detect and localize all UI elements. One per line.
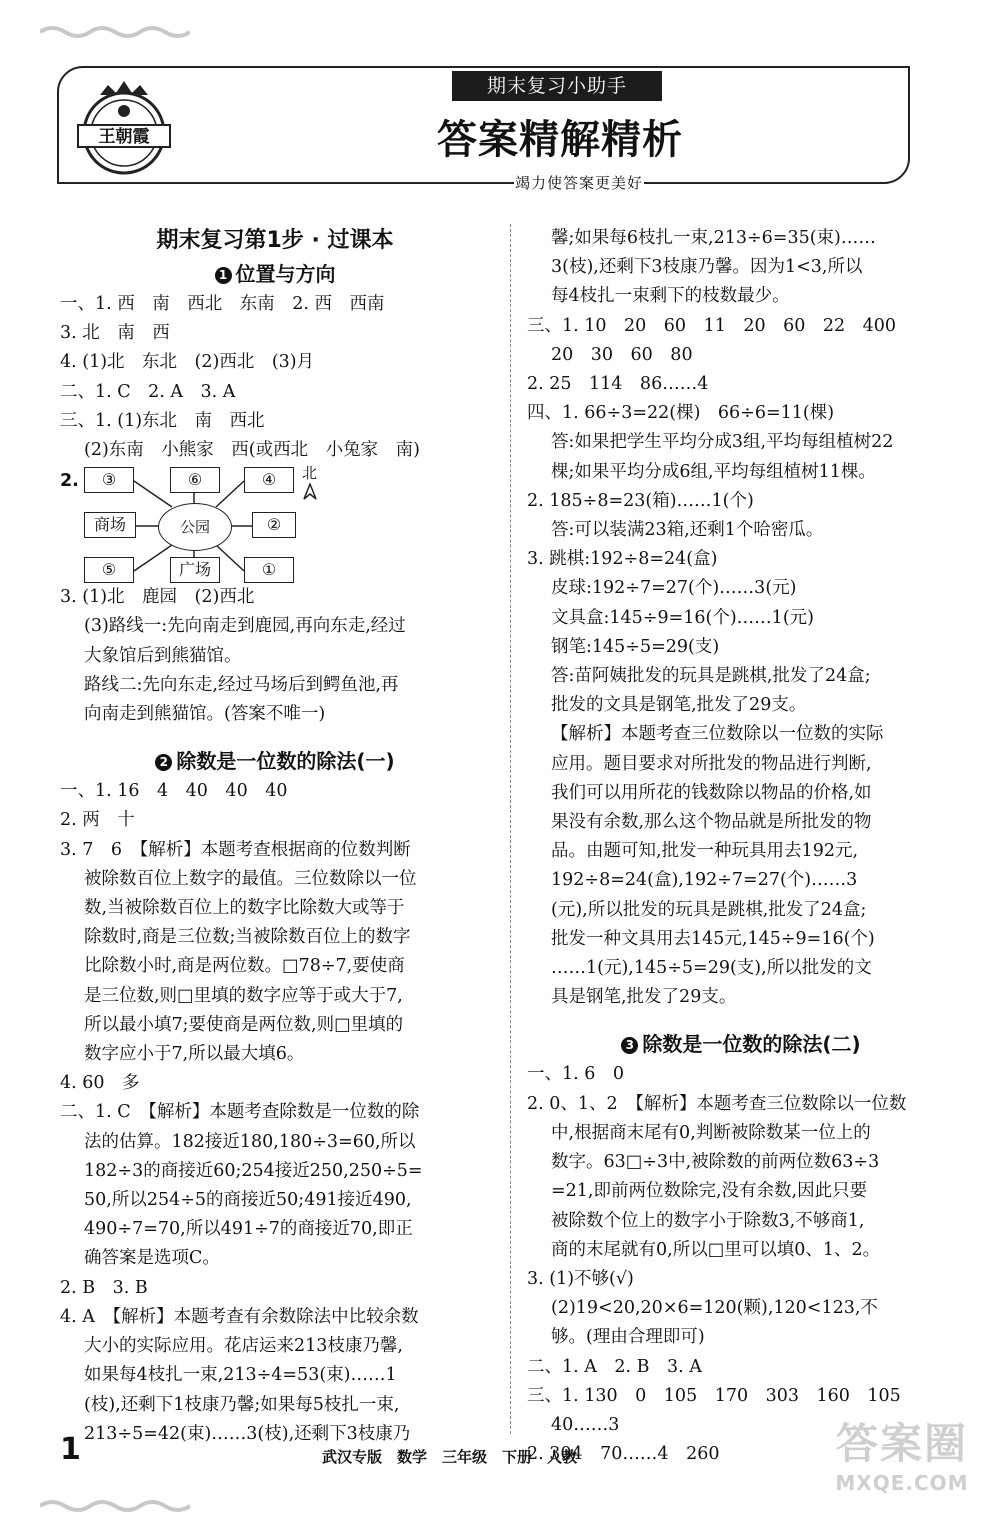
section-title-2 bbox=[60, 745, 490, 777]
section-title-text: 除数是一位数的除法(一) bbox=[176, 749, 395, 774]
answer-line: 所以最小填7;要使商是两位数,则□里填的 bbox=[84, 1014, 404, 1035]
answer-line: 答:可以装满23箱,还剩1个哈密瓜。 bbox=[551, 520, 824, 541]
answer-line: 应用。题目要求对所批发的物品进行判断, bbox=[551, 753, 872, 774]
answer-line: 二、1. C 【解析】本题考查除数是一位数的除 bbox=[60, 1102, 420, 1123]
answer-line: 除数时,商是三位数;当被除数百位上的数字 bbox=[84, 927, 411, 948]
answer-line: 批发一种文具用去145元,145÷9=16(个) bbox=[551, 928, 875, 949]
book-info: 武汉专版 数学 三年级 下册 人教 bbox=[322, 1448, 578, 1466]
answer-line: 钢笔:145÷5=29(支) bbox=[551, 636, 720, 657]
answer-line: 数字。63□÷3中,被除数的前两位数63÷3 bbox=[551, 1152, 880, 1173]
answer-line: 大象馆后到熊猫馆。 bbox=[84, 645, 242, 666]
step-title: 期末复习第1步 · 过课本 bbox=[156, 228, 394, 253]
top-wave-decoration bbox=[40, 22, 190, 42]
answer-line: 路线二:先向东走,经过马场后到鳄鱼池,再 bbox=[84, 674, 399, 695]
answer-line: 一、1. 16 4 40 40 40 bbox=[60, 781, 288, 802]
watermark-text: 答案圈 bbox=[835, 1419, 968, 1468]
answer-line: 4. 60 多 bbox=[60, 1073, 140, 1094]
answer-line: 20 30 60 80 bbox=[551, 344, 693, 365]
answer-line: 213÷5=42(束)……3(枝),还剩下3枝康乃 bbox=[84, 1423, 411, 1444]
answer-line: 被除数百位上数字的最值。三位数除以一位 bbox=[84, 868, 417, 889]
answer-line: 三、1. 10 20 60 11 20 60 22 400 bbox=[527, 315, 897, 336]
page-number: 1 bbox=[60, 1432, 81, 1467]
answer-line: 品。由题可知,批发一种玩具用去192元, bbox=[551, 841, 859, 862]
answer-line: 文具盒:145÷9=16(个)……1(元) bbox=[551, 607, 814, 628]
answer-line: 192÷8=24(盒),192÷7=27(个)……3 bbox=[551, 870, 858, 891]
answer-line: 3. (1)北 鹿园 (2)西北 bbox=[60, 587, 255, 608]
answer-line: (3)路线一:先向南走到鹿园,再向东走,经过 bbox=[84, 616, 406, 637]
answer-line: 三、1. (1)东北 南 西北 bbox=[60, 410, 265, 431]
answer-line: 2. 两 十 bbox=[60, 810, 135, 831]
page-title: 答案精解精析 bbox=[437, 117, 683, 163]
answer-line: 我们可以用所花的钱数除以物品的价格,如 bbox=[551, 782, 872, 803]
section-title-1 bbox=[60, 258, 490, 290]
section-title-3 bbox=[527, 1028, 955, 1060]
answer-line: 是三位数,则□里填的数字应等于或大于7, bbox=[84, 985, 403, 1006]
column-divider bbox=[510, 224, 511, 1434]
answer-line: 3. (1)不够(√) bbox=[527, 1268, 634, 1289]
section-number-2: 2 bbox=[155, 754, 172, 771]
diagram-box: ③ bbox=[84, 467, 134, 493]
left-column bbox=[60, 224, 490, 1449]
answer-line: 棵;如果平均分成6组,平均每组植树11棵。 bbox=[551, 461, 876, 482]
answer-line: 4. (1)北 东北 (2)西北 (3)月 bbox=[60, 352, 315, 373]
answer-line: 3(枝),还剩下3枝康乃馨。因为1<3,所以 bbox=[551, 257, 863, 278]
answer-line: 被除数个位上的数字小于除数3,不够商1, bbox=[551, 1210, 865, 1231]
section-number-3: 3 bbox=[621, 1037, 638, 1054]
answer-line: 40……3 bbox=[551, 1414, 620, 1435]
answer-line: (2)东南 小熊家 西(或西北 小兔家 南) bbox=[84, 440, 420, 461]
location-diagram bbox=[84, 464, 490, 583]
answer-line: 2. 0、1、2 【解析】本题考查三位数除以一位数 bbox=[527, 1093, 907, 1114]
section-number-1: 1 bbox=[215, 267, 232, 284]
answer-line: 182÷3的商接近60;254接近250,250÷5= bbox=[84, 1160, 423, 1181]
answer-line: (枝),还剩下1枝康乃馨;如果每5枝扎一束, bbox=[84, 1394, 400, 1415]
answer-line: 每4枝扎一束剩下的枝数最少。 bbox=[551, 286, 790, 307]
answer-line: 2. 304 70……4 260 bbox=[527, 1444, 720, 1465]
answer-line: 二、1. A 2. B 3. A bbox=[527, 1356, 702, 1377]
answer-line: 3. 7 6 【解析】本题考查根据商的位数判断 bbox=[60, 839, 411, 860]
diagram-box: ④ bbox=[244, 467, 294, 493]
brand-logo bbox=[70, 73, 178, 179]
answer-line: 3. 北 南 西 bbox=[60, 323, 170, 344]
answer-line: 向南走到熊猫馆。(答案不唯一) bbox=[84, 704, 326, 725]
answer-line: 商的末尾就有0,所以□里可以填0、1、2。 bbox=[551, 1239, 881, 1260]
diagram-box: ① bbox=[244, 557, 294, 583]
answer-line: 490÷7=70,所以491÷7的商接近70,即正 bbox=[84, 1219, 413, 1240]
answer-line: =21,即前两位数除完,没有余数,因此只要 bbox=[551, 1181, 868, 1202]
answer-line: 批发的文具是钢笔,批发了29支。 bbox=[551, 695, 807, 716]
answer-line: 四、1. 66÷3=22(棵) 66÷6=11(棵) bbox=[527, 403, 835, 424]
answer-line: 一、1. 西 南 西北 东南 2. 西 西南 bbox=[60, 294, 385, 314]
answer-line: 三、1. 130 0 105 170 303 160 105 bbox=[527, 1385, 901, 1406]
bottom-wave-decoration bbox=[40, 1496, 190, 1516]
answer-line: 4. A 【解析】本题考查有余数除法中比较余数 bbox=[60, 1306, 419, 1327]
answer-line: 2. 185÷8=23(箱)……1(个) bbox=[527, 490, 754, 511]
slogan: 竭力使答案更美好 bbox=[514, 174, 643, 192]
tagline-bar: 期末复习小助手 bbox=[452, 71, 662, 101]
answer-line: 二、1. C 2. A 3. A bbox=[60, 381, 236, 402]
answer-line: (元),所以批发的玩具是跳棋,批发了24盒; bbox=[551, 899, 867, 920]
answer-line: 够。(理由合理即可) bbox=[551, 1327, 705, 1348]
diagram-center-park: 公园 bbox=[158, 503, 232, 551]
answer-line: 中,根据商末尾有0,判断被除数某一位上的 bbox=[551, 1122, 871, 1143]
answer-line: 50,所以254÷5的商接近50;491接近490, bbox=[84, 1190, 412, 1211]
answer-line: 如果每4枝扎一束,213÷4=53(束)……1 bbox=[84, 1365, 397, 1386]
answer-line: 馨;如果每6枝扎一束,213÷6=35(束)…… bbox=[551, 228, 876, 248]
answer-line: 一、1. 6 0 bbox=[527, 1064, 625, 1085]
answer-line: 比除数小时,商是两位数。□78÷7,要使商 bbox=[84, 956, 405, 977]
north-label: 北 bbox=[302, 464, 318, 483]
answer-line: ……1(元),145÷5=29(支),所以批发的文 bbox=[551, 958, 872, 979]
answer-line: (2)19<20,20×6=120(颗),120<123,不 bbox=[551, 1298, 878, 1319]
diagram-box: ⑤ bbox=[84, 557, 134, 583]
logo-text: 王朝霞 bbox=[98, 127, 150, 147]
answer-line: 【解析】本题考查三位数除以一位数的实际 bbox=[551, 724, 884, 745]
right-column bbox=[527, 224, 955, 1469]
diagram-box-mall: 商场 bbox=[84, 512, 136, 538]
diagram-box-square: 广场 bbox=[170, 557, 220, 583]
answer-line: 2. 25 114 86……4 bbox=[527, 374, 709, 395]
answer-line: 具是钢笔,批发了29支。 bbox=[551, 987, 737, 1008]
answer-line: 数字应小于7,所以最大填6。 bbox=[84, 1044, 305, 1065]
answer-line: 答:如果把学生平均分成3组,平均每组植树22 bbox=[551, 432, 894, 453]
watermark-logo bbox=[822, 1418, 982, 1518]
section-title-text: 除数是一位数的除法(二) bbox=[642, 1032, 861, 1057]
answer-line: 确答案是选项C。 bbox=[84, 1248, 220, 1269]
answer-line: 3. 跳棋:192÷8=24(盒) bbox=[527, 549, 718, 570]
question-label: 2. bbox=[60, 471, 79, 492]
answer-line: 数,当被除数百位上的数字比除数大或等于 bbox=[84, 898, 405, 919]
answer-line: 果没有余数,那么这个物品就是所批发的物 bbox=[551, 812, 872, 833]
answer-line: 皮球:192÷7=27(个)……3(元) bbox=[551, 578, 797, 599]
answer-line: 答:苗阿姨批发的玩具是跳棋,批发了24盒; bbox=[551, 666, 871, 687]
answer-line: 大小的实际应用。花店运来213枝康乃馨, bbox=[84, 1336, 403, 1357]
diagram-box: ⑥ bbox=[170, 467, 220, 493]
diagram-box: ② bbox=[252, 512, 296, 538]
answer-line: 法的估算。182接近180,180÷3=60,所以 bbox=[84, 1131, 416, 1152]
map-diagram-row bbox=[60, 464, 490, 583]
section-title-text: 位置与方向 bbox=[235, 262, 336, 286]
answer-line: 2. B 3. B bbox=[60, 1277, 148, 1298]
watermark-url: MXQE.COM bbox=[835, 1471, 969, 1495]
north-arrow-icon bbox=[302, 483, 318, 501]
